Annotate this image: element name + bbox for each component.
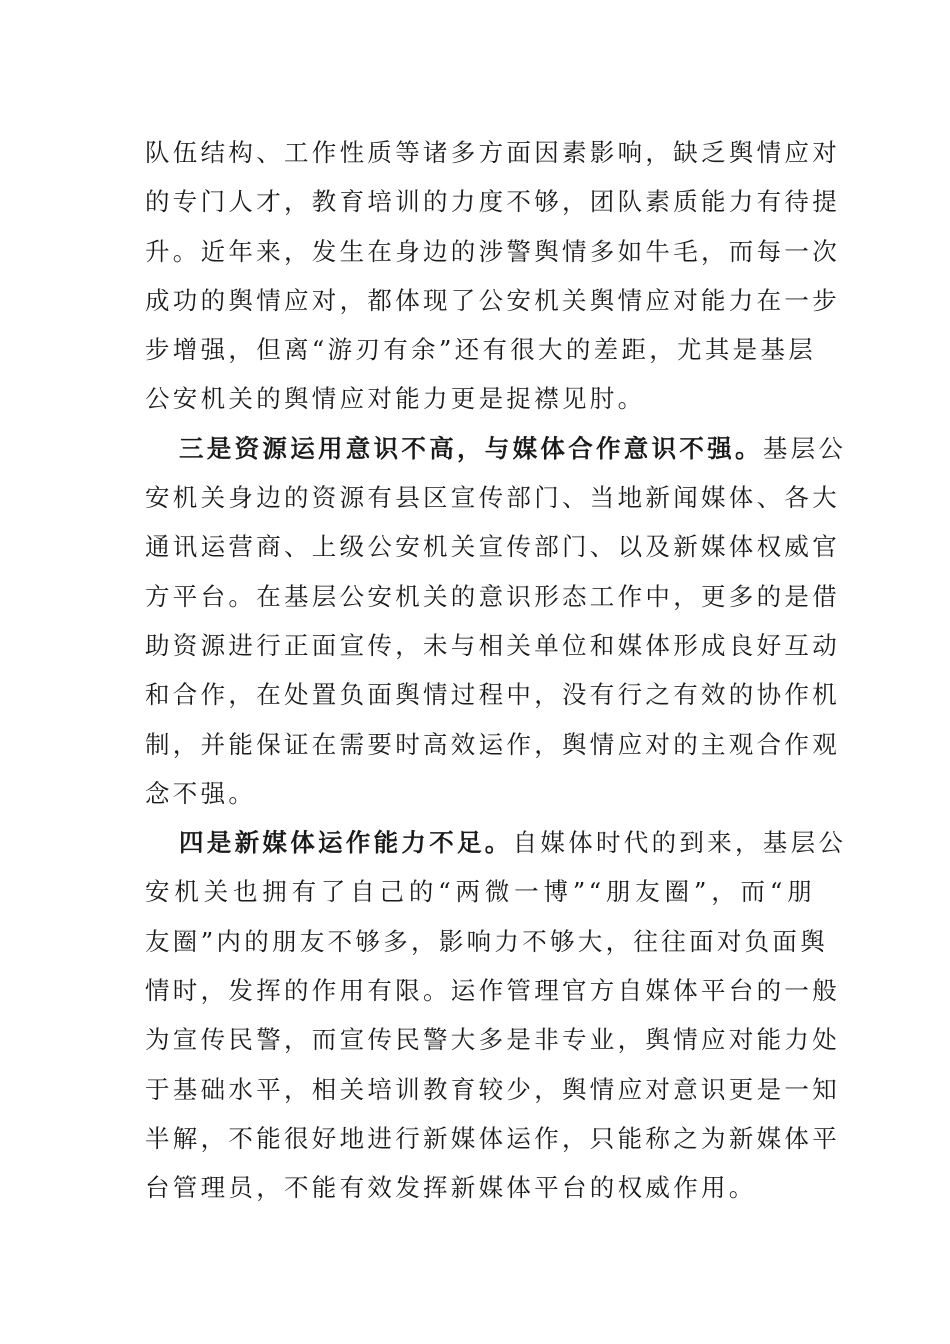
text-line: 通讯运营商、上级公安机关宣传部门、以及新媒体权威官 [145, 532, 840, 562]
text-line: 半解，不能很好地进行新媒体运作，只能称之为新媒体平 [145, 1123, 840, 1153]
text-line: 友圈”内的朋友不够多，影响力不够大，往往面对负面舆 [145, 926, 829, 956]
text-line [145, 424, 847, 473]
paragraph-text: 基层公 [762, 433, 847, 463]
paragraph-2 [145, 424, 847, 818]
text-line: 助资源进行正面宣传，未与相关单位和媒体形成良好互动 [145, 630, 840, 660]
text-line: 方平台。在基层公安机关的意识形态工作中，更多的是借 [145, 581, 840, 611]
text-line: 步增强，但离“游刃有余”还有很大的差距，尤其是基层 [145, 335, 817, 365]
paragraph-3 [145, 818, 847, 1212]
text-line [145, 818, 847, 867]
text-line: 公安机关的舆情应对能力更是捉襟见肘。 [145, 384, 646, 414]
text-line: 于基础水平，相关培训教育较少，舆情应对意识更是一知 [145, 1074, 840, 1104]
document-body [145, 128, 847, 1213]
text-line: 队伍结构、工作性质等诸多方面因素影响，缺乏舆情应对 [145, 138, 840, 167]
paragraph-lead-heading: 四是新媒体运作能力不足。 [179, 828, 513, 858]
paragraph-1 [145, 128, 840, 424]
text-line: 的专门人才，教育培训的力度不够，团队素质能力有待提 [145, 187, 840, 217]
text-line: 和合作，在处置负面舆情过程中，没有行之有效的协作机 [145, 680, 840, 710]
text-line: 升。近年来，发生在身边的涉警舆情多如牛毛，而每一次 [145, 236, 840, 266]
paragraph-text: 自媒体时代的到来，基层公 [512, 828, 847, 858]
text-line: 为宣传民警，而宣传民警大多是非专业，舆情应对能力处 [145, 1025, 840, 1055]
text-line: 制，并能保证在需要时高效运作，舆情应对的主观合作观 [145, 729, 840, 759]
text-line: 台管理员，不能有效发挥新媒体平台的权威作用。 [145, 1173, 757, 1203]
text-line: 安机关也拥有了自己的“两微一博”“朋友圈”，而“朋 [145, 877, 815, 907]
text-line: 情时，发挥的作用有限。运作管理官方自媒体平台的一般 [145, 976, 840, 1006]
paragraph-lead-heading: 三是资源运用意识不高，与媒体合作意识不强。 [179, 433, 763, 463]
text-line: 安机关身边的资源有县区宣传部门、当地新闻媒体、各大 [145, 483, 840, 513]
text-line: 念不强。 [145, 778, 257, 808]
text-line: 成功的舆情应对，都体现了公安机关舆情应对能力在一步 [145, 285, 840, 315]
